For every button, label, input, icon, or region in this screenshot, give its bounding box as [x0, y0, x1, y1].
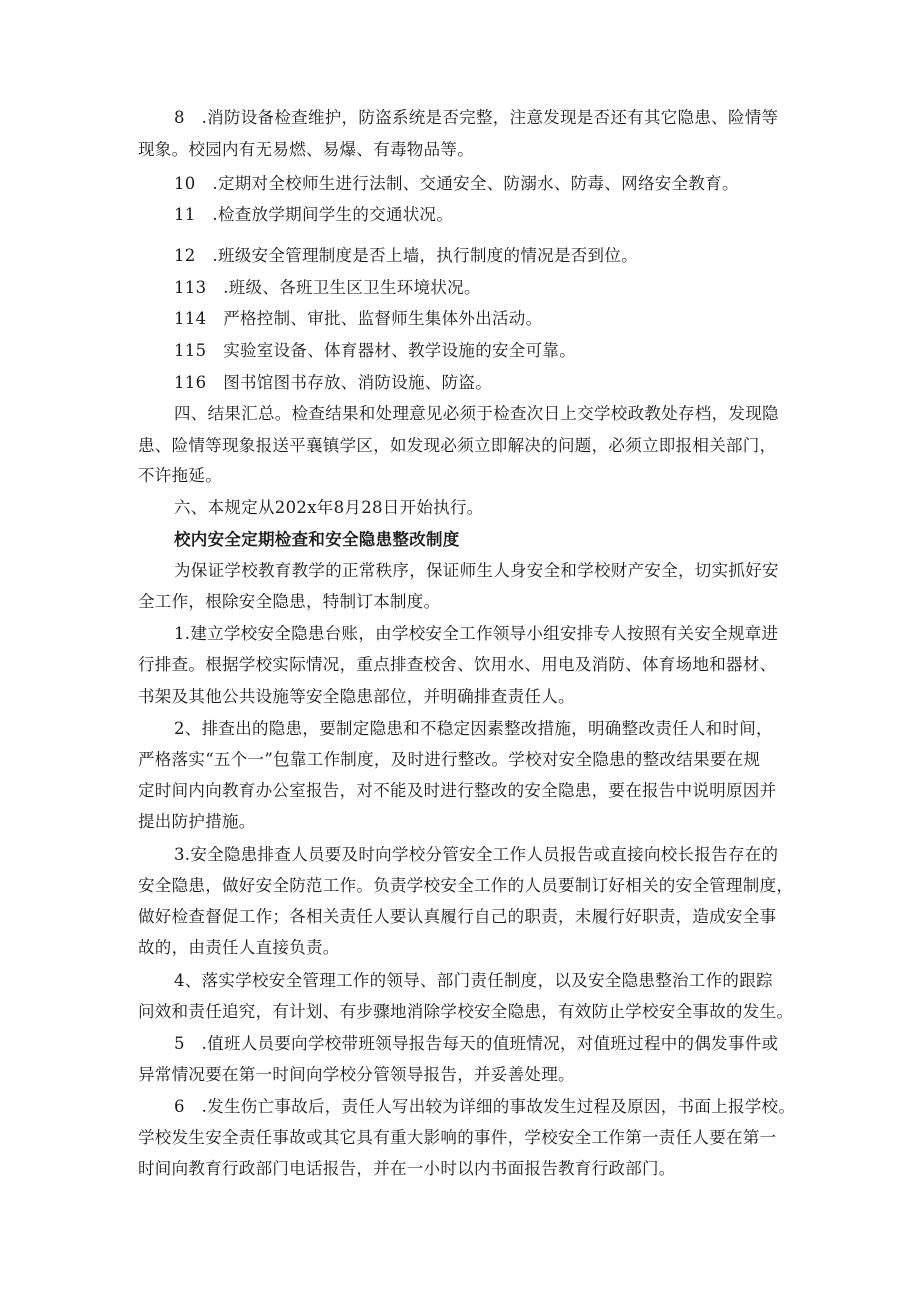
text-line: 六、本规定从202x年8月28日开始执行。 — [174, 498, 484, 517]
text-line: 患、险情等现象报送平襄镇学区，如发现必须立即解决的问题，必须立即报相关部门， — [138, 436, 777, 455]
text-line: 4、落实学校安全管理工作的领导、部门责任制度，以及安全隐患整治工作的跟踪 — [174, 971, 773, 990]
text-line: 学校发生安全责任事故或其它具有重大影响的事件，学校安全工作第一责任人要在第一 — [138, 1128, 777, 1147]
text-line: 114 严格控制、审批、监督师生集体外出活动。 — [174, 309, 543, 328]
text-line: 提出防护措施。 — [138, 812, 256, 831]
text-line: 6 .发生伤亡事故后，责任人写出较为详细的事故发生过程及原因，书面上报学校。 — [174, 1097, 796, 1116]
text-line: 严格落实“五个一”包靠工作制度，及时进行整改。学校对安全隐患的整改结果要在规 — [138, 750, 761, 769]
text-line: 行排查。根据学校实际情况，重点排查校舍、饮用水、用电及消防、体育场地和器材、 — [138, 655, 777, 674]
text-line: 为保证学校教育教学的正常秩序，保证师生人身安全和学校财产安全，切实抓好安 — [174, 561, 779, 580]
text-line: 四、结果汇总。检查结果和处理意见必须于检查次日上交学校政教处存档，发现隐 — [174, 404, 779, 423]
text-line: 问效和责任追究，有计划、有步骤地消除学校安全隐患，有效防止学校安全事故的发生。 — [138, 1002, 794, 1021]
text-line: 异常情况要在第一时间向学校分管领导报告，并妥善处理。 — [138, 1065, 575, 1084]
text-line: 5 .值班人员要向学校带班领导报告每天的值班情况，对值班过程中的偶发事件或 — [174, 1034, 779, 1053]
section-heading: 校内安全定期检查和安全隐患整改制度 — [174, 530, 460, 549]
text-line: 10 .定期对全校师生进行法制、交通安全、防溺水、防毒、网络安全教育。 — [174, 174, 739, 193]
text-line: 安全隐患，做好安全防范工作。负责学校安全工作的人员要制订好相关的安全管理制度， — [138, 876, 794, 895]
text-line: 现象。校园内有无易燃、易爆、有毒物品等。 — [138, 140, 474, 159]
text-line: 116 图书馆图书存放、消防设施、防盗。 — [174, 373, 492, 392]
text-line: 全工作，根除安全隐患，特制订本制度。 — [138, 592, 441, 611]
text-line: 时间向教育行政部门电话报告，并在一小时以内书面报告教育行政部门。 — [138, 1159, 676, 1178]
text-line: 12 .班级安全管理制度是否上墙，执行制度的情况是否到位。 — [174, 246, 638, 265]
text-line: 3.安全隐患排查人员要及时向学校分管安全工作人员报告或直接向校长报告存在的 — [174, 845, 779, 864]
text-line: 定时间内向教育办公室报告，对不能及时进行整改的安全隐患，要在报告中说明原因并 — [138, 781, 777, 800]
text-line: 2、排查出的隐患，要制定隐患和不稳定因素整改措施，明确整改责任人和时间， — [174, 719, 773, 738]
text-line: 不许拖延。 — [138, 466, 222, 485]
text-line: 11 .检查放学期间学生的交通状况。 — [174, 205, 454, 224]
text-line: 书架及其他公共设施等安全隐患部位，并明确排查责任人。 — [138, 687, 575, 706]
text-line: 113 .班级、各班卫生区卫生环境状况。 — [174, 278, 481, 297]
text-line: 做好检查督促工作；各相关责任人要认真履行自己的职责，未履行好职责，造成安全事 — [138, 907, 777, 926]
text-line: 115 实验室设备、体育器材、教学设施的安全可靠。 — [174, 341, 576, 360]
text-line: 8 .消防设备检查维护，防盗系统是否完整，注意发现是否还有其它隐患、险情等 — [174, 108, 779, 127]
text-line: 故的，由责任人直接负责。 — [138, 938, 340, 957]
text-line: 1.建立学校安全隐患台账，由学校安全工作领导小组安排专人按照有关安全规章进 — [174, 624, 779, 643]
